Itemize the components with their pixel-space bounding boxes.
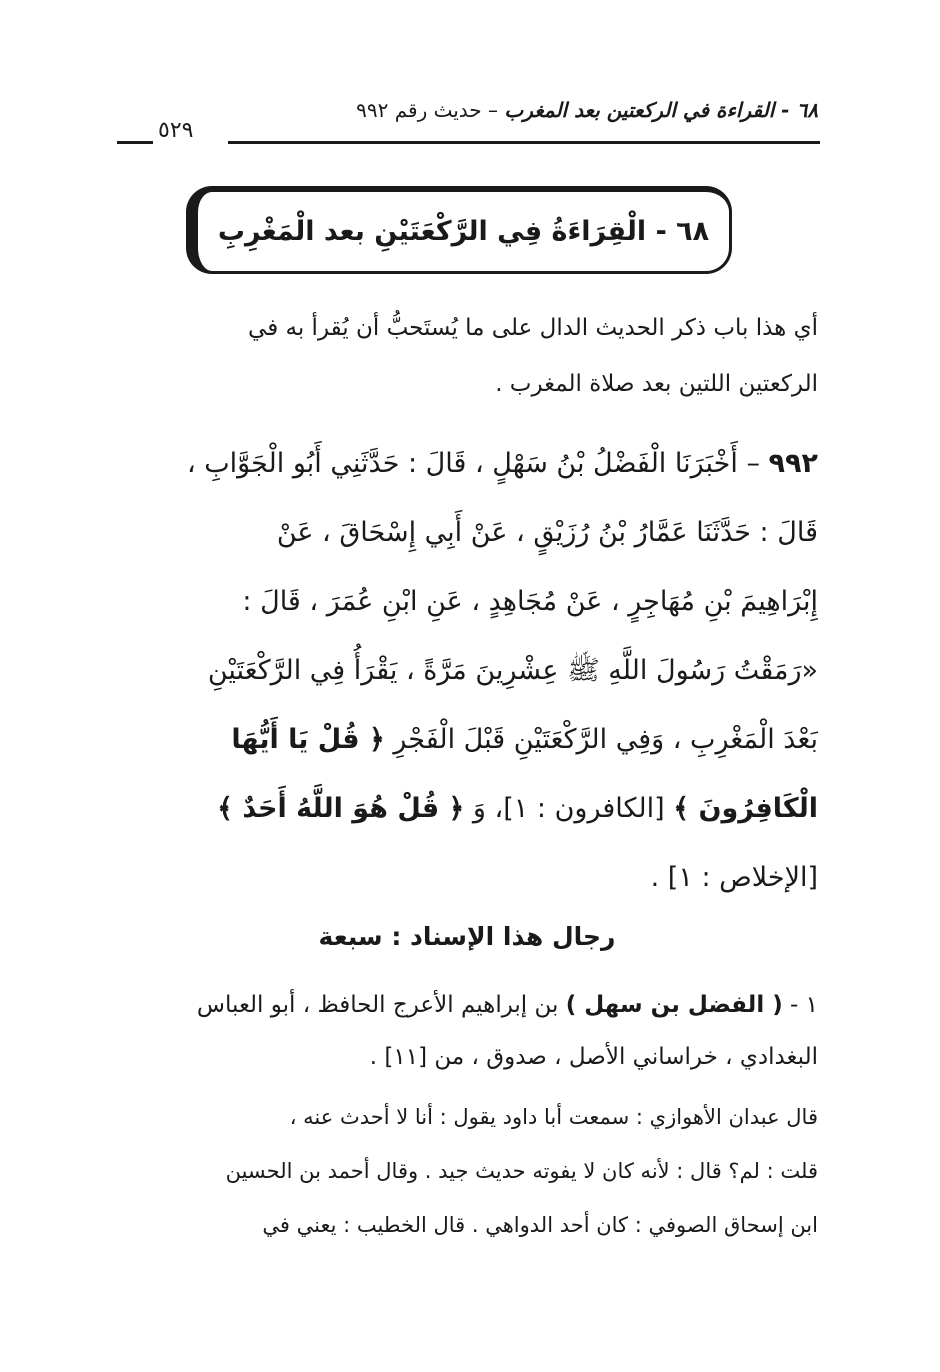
narrator-description: بن إبراهيم الأعرج الحافظ ، أبو العباس [196, 992, 566, 1018]
hadith-line: إِبْرَاهِيمَ بْنِ مُهَاجِرٍ ، عَنْ مُجَاهِدٍ ، عَنِ ابْنِ عُمَرَ ، قَالَ : [242, 586, 818, 617]
quran-verse: الْكَافِرُونَ ﴾ [673, 793, 818, 824]
narrator-entry [116, 982, 818, 1086]
narrator-index: ١ - [782, 992, 818, 1018]
page-number: ٥٢٩ [158, 118, 194, 143]
hadith-line-text: بَعْدَ الْمَغْرِبِ ، وَفِي الرَّكْعَتَيْنِ قَبْلَ الْفَجْرِ [384, 724, 818, 755]
verse-reference: [الكافرون : ١]، وَ [464, 793, 674, 824]
hadith-line [116, 434, 818, 503]
chapter-title: ٦٨ - الْقِرَاءَةُ فِي الرَّكْعَتَيْنِ بعد الْمَغْرِبِ [217, 216, 710, 247]
hadith-line [116, 710, 818, 779]
narrator-biography [116, 1094, 818, 1256]
hadith-line: «رَمَقْتُ رَسُولَ اللَّهِ ﷺ عِشْرِينَ مَرَّةً ، يَقْرَأُ فِي الرَّكْعَتَيْنِ [207, 655, 818, 686]
biography-line: قال عبدان الأهوازي : سمعت أبا داود يقول : أنا لا أحدث عنه ، [289, 1105, 818, 1129]
intro-line: الركعتين اللتين بعد صلاة المغرب . [495, 371, 818, 397]
hadith-line: قَالَ : حَدَّثَنَا عَمَّارُ بْنُ رُزَيْقٍ ، عَنْ أَبِي إِسْحَاقَ ، عَنْ [276, 517, 818, 548]
biography-line: ابن إسحاق الصوفي : كان أحد الدواهي . قال الخطيب : يعني في [262, 1213, 818, 1237]
narrator-line [116, 982, 818, 1034]
narrator-line: البغدادي ، خراساني الأصل ، صدوق ، من [١١] . [369, 1044, 818, 1070]
running-header-hadith-ref: – حديث رقم ٩٩٢ [356, 98, 499, 122]
intro-paragraph [116, 306, 818, 418]
page-number-rule [117, 141, 153, 144]
quran-verse: ﴿ قُلْ هُوَ اللَّهُ أَحَدٌ ﴾ [217, 793, 465, 824]
section-heading: رجال هذا الإسناد : سبعة [318, 922, 616, 951]
hadith-text [116, 434, 818, 917]
chapter-title-box [186, 186, 732, 274]
narrator-name: ( الفضل بن سهل ) [565, 992, 783, 1018]
header-rule [228, 141, 820, 144]
running-header [228, 98, 818, 122]
intro-line: أي هذا باب ذكر الحديث الدال على ما يُستَحبُّ أن يُقرأ به في [248, 315, 818, 341]
hadith-line: [الإخلاص : ١] . [650, 862, 818, 893]
hadith-line-text: – أَخْبَرَنَا الْفَضْلُ بْنُ سَهْلٍ ، قَالَ : حَدَّثَنِي أَبُو الْجَوَّابِ ، [186, 448, 769, 479]
quran-verse: ﴿ قُلْ يَا أَيُّهَا [231, 724, 385, 755]
hadith-line [116, 779, 818, 848]
running-header-chapter: ٦٨ - القراءة في الركعتين بعد المغرب [504, 98, 818, 122]
hadith-number: ٩٩٢ [768, 448, 818, 479]
biography-line: قلت : لم؟ قال : لأنه كان لا يفوته حديث جيد . وقال أحمد بن الحسين [225, 1159, 818, 1183]
